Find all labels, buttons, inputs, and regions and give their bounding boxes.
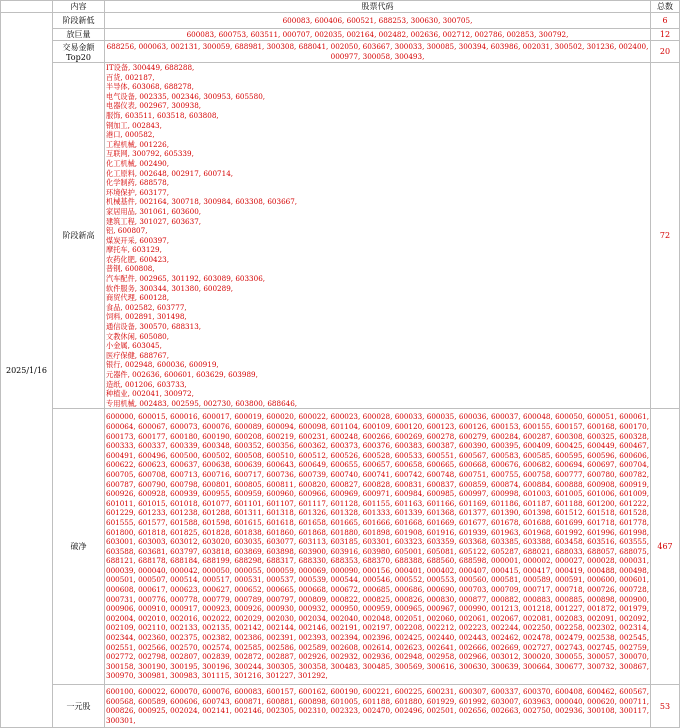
sector-item: 元器件, 002636, 600601, 603629, 603989,	[106, 370, 258, 379]
table-row	[1, 409, 680, 685]
sector-item: 机械基件, 002164, 300718, 300984, 603308, 603667,	[106, 197, 298, 207]
category-cell: 阶段新高	[53, 63, 105, 409]
sector-item: 专用机械, 002483, 002595, 002730, 603800, 688646,	[106, 398, 298, 408]
table-row	[1, 685, 680, 728]
sector-item: 银行, 002948, 600036, 600919,	[106, 360, 219, 370]
sector-item: 摩托车, 603129,	[106, 245, 162, 255]
sector-item: 服饰, 603511, 603518, 603808,	[106, 110, 219, 120]
category-cell: 放巨量	[53, 29, 105, 41]
codes-header: 股票代码	[105, 1, 651, 13]
sector-item: 小金属, 603045,	[106, 341, 162, 351]
sector-item: IT设备, 300449, 688288,	[106, 63, 195, 72]
sector-item: 普钢, 600808,	[106, 264, 155, 274]
table-row	[1, 29, 680, 41]
count-cell: 12	[651, 29, 680, 41]
codes-cell: 600100, 600022, 600070, 600076, 600083, 600157, 600162, 600190, 600221, 600225, 600231, 600307, 600337, 600370, 600408, 600462, 600567, 600568, 600589, 600606, 600743, 600871, 600881, 600898, 601005, 601188, 601880, 601929, 601992, 603007, 603963, 000040, 000620, 000711, 000826, 000925, 002024, 002141, 002146, 002305, 002310, 002323, 002470, 002496, 002501, 002656, 002663, 002750, 002936, 300108, 300117, 300301,	[105, 685, 651, 728]
count-cell: 467	[651, 409, 680, 685]
count-cell: 6	[651, 13, 680, 29]
total-header: 总数	[651, 1, 680, 13]
category-cell: 一元股	[53, 685, 105, 728]
category-cell: 阶段新低	[53, 13, 105, 29]
sector-item: 半导体, 603068, 688278,	[106, 82, 194, 92]
sector-list	[105, 63, 651, 409]
table-row	[1, 41, 680, 63]
sector-item: 家居用品, 301061, 603600,	[106, 206, 202, 216]
sector-item: 工程机械, 001226,	[106, 139, 170, 149]
codes-cell: 600000, 600015, 600016, 600017, 600019, 600020, 600022, 600023, 600028, 600033, 600035, 600036, 600037, 600048, 600050, 600051, 600061, 600064, 600067, 600073, 600076, 600089, 600094, 600098, 601104, 600109, 600120, 600123, 600126, 600153, 600155, 600157, 600168, 600170, 600173, 600177, 600180, 600190, 600208, 600219, 600231, 600248, 600266, 600269, 600278, 600279, 600284, 600287, 600308, 600325, 600328, 600333, 600337, 600339, 600348, 600352, 600356, 600362, 600373, 600376, 600383, 600387, 600390, 600395, 600409, 600425, 600449, 600467, 600491, 600496, 600500, 600502, 600508, 600510, 600512, 600526, 600528, 600533, 600551, 600567, 600583, 600585, 600595, 600596, 600606, 600622, 600623, 600637, 600638, 600639, 600643, 600649, 600655, 600657, 600658, 600665, 600668, 600676, 600682, 600694, 600697, 600704, 600705, 600708, 600713, 600716, 600717, 600736, 600739, 600740, 600741, 600742, 600748, 600751, 600755, 600758, 600777, 600780, 600782, 600787, 600790, 600798, 600801, 600805, 600811, 600820, 600827, 600828, 600831, 600837, 600859, 600874, 600884, 600888, 600908, 600919, 600926, 600928, 600939, 600955, 600959, 600960, 600966, 600969, 600971, 600984, 600985, 600997, 600998, 601003, 601005, 601006, 601009, 601011, 601015, 601018, 601077, 601101, 601107, 601117, 601128, 601155, 601163, 601166, 601169, 601186, 601187, 601188, 601200, 601222, 601229, 601233, 601238, 601288, 601311, 601318, 601326, 601328, 601333, 601339, 601368, 601377, 601390, 601398, 601512, 601518, 601528, 601555, 601577, 601588, 601598, 601615, 601618, 601658, 601665, 601666, 601668, 601669, 601677, 601678, 601688, 601699, 601718, 601778, 601800, 601818, 601825, 601828, 601838, 601860, 601868, 601880, 601898, 601908, 601916, 601939, 601963, 601968, 601992, 601996, 601998, 603001, 603003, 603012, 603020, 603035, 603077, 603113, 603185, 603301, 603323, 603359, 603368, 603385, 603388, 603458, 603516, 603555, 603588, 603681, 603797, 603818, 603869, 603898, 603900, 603916, 603980, 605001, 605081, 605122, 605287, 688021, 688033, 688057, 688075, 688121, 688178, 688184, 688199, 688298, 688317, 688330, 688353, 688370, 688388, 688560, 688598, 000001, 000002, 000027, 000028, 000031, 000039, 000040, 000042, 000050, 000055, 000059, 000069, 000090, 000156, 000401, 000402, 000407, 000415, 000417, 000419, 000488, 000498, 000501, 000507, 000514, 000517, 000531, 000537, 000539, 000544, 000546, 000552, 000553, 000560, 000581, 000589, 000591, 000600, 000601, 000608, 000617, 000623, 000627, 000652, 000665, 000668, 000672, 000685, 000686, 000690, 000703, 000709, 000717, 000718, 000726, 000728, 000731, 000776, 000778, 000779, 000789, 000797, 000809, 000822, 000825, 000826, 000830, 000877, 000882, 000883, 000885, 000898, 000900, 000906, 000910, 000917, 000923, 000926, 000930, 000932, 000950, 000959, 000965, 000967, 000990, 001213, 001218, 001227, 001872, 001979, 002004, 002010, 002016, 002022, 002029, 002030, 002034, 002040, 002048, 002051, 002060, 002061, 002067, 002081, 002083, 002091, 002092, 002109, 002110, 002133, 002135, 002142, 002144, 002146, 002191, 002197, 002208, 002212, 002223, 002244, 002250, 002258, 002302, 002314, 002344, 002360, 002375, 002382, 002386, 002391, 002393, 002394, 002396, 002425, 002440, 002443, 002462, 002478, 002479, 002538, 002545, 002551, 002566, 002570, 002574, 002585, 002586, 002589, 002608, 002614, 002623, 002641, 002666, 002669, 002727, 002743, 002745, 002759, 002772, 002798, 002807, 002839, 002872, 002887, 002926, 002932, 002936, 002948, 002958, 002966, 003012, 300020, 300055, 300057, 300070, 300158, 300190, 300195, 300196, 300244, 300305, 300358, 300483, 300485, 300569, 300616, 300630, 300639, 300664, 300677, 300732, 300867, 300970, 300981, 300983, 301115, 301216, 301227, 301292,	[105, 409, 651, 685]
count-cell: 20	[651, 41, 680, 63]
sector-item: 港口, 000582,	[106, 130, 155, 140]
sector-item: 饲料, 002891, 301498,	[106, 312, 187, 322]
sector-item: 文教休闲, 605080,	[106, 331, 170, 341]
table-row	[1, 13, 680, 29]
sector-item: 互联网, 300792, 605339,	[106, 149, 194, 159]
sector-item: 医疗保健, 688767,	[106, 350, 170, 360]
content-header: 内容	[53, 1, 105, 13]
date-cell: 2025/1/16	[1, 13, 53, 728]
sector-item: 造纸, 001206, 603733,	[106, 379, 187, 389]
category-cell: 破净	[53, 409, 105, 685]
sector-item: 化学制药, 688578,	[106, 178, 170, 188]
sector-item: 种植业, 002041, 300972,	[106, 389, 194, 399]
codes-cell: 600083, 600406, 600521, 688253, 300630, 300705,	[105, 13, 651, 29]
sector-item: 电器仪表, 002967, 300938,	[106, 101, 202, 111]
header-row	[1, 1, 680, 13]
category-cell: 交易金额Top20	[53, 41, 105, 63]
sector-item: 食品, 002582, 603777,	[106, 302, 187, 312]
table-row	[1, 63, 680, 409]
sector-item: 电气设备, 002335, 002346, 300953, 605580,	[106, 91, 266, 101]
sector-item: 铝, 600807,	[106, 226, 148, 236]
sector-item: 百货, 002187,	[106, 72, 155, 82]
sector-item: 软件服务, 300344, 301380, 600289,	[106, 283, 234, 293]
sector-item: 钢加工, 002843,	[106, 120, 162, 130]
sector-item: 汽车配件, 002965, 301192, 603089, 603306,	[106, 274, 266, 284]
sector-item: 化工原料, 002648, 002917, 600714,	[106, 168, 234, 178]
codes-cell: 600083, 600753, 603511, 000707, 002035, 002164, 002482, 002636, 002712, 002786, 002853, 300792,	[105, 29, 651, 41]
count-cell: 53	[651, 685, 680, 728]
codes-cell: 688256, 000063, 002131, 300059, 688981, 300308, 688041, 002050, 603667, 300033, 300085, 300394, 603986, 002031, 300502, 301236, 002400, 000977, 300058, 300493,	[105, 41, 651, 63]
sector-item: 商贸代理, 600128,	[106, 293, 170, 303]
date-header	[1, 1, 53, 13]
sector-item: 建筑工程, 301027, 603637,	[106, 216, 202, 226]
count-cell: 72	[651, 63, 680, 409]
sector-item: 环境保护, 603177,	[106, 187, 170, 197]
sector-item: 煤炭开采, 600397,	[106, 235, 170, 245]
sector-item: 化工机械, 002490,	[106, 158, 170, 168]
sector-item: 通信设备, 300570, 688313,	[106, 322, 202, 332]
sector-item: 农药化肥, 600423,	[106, 254, 170, 264]
